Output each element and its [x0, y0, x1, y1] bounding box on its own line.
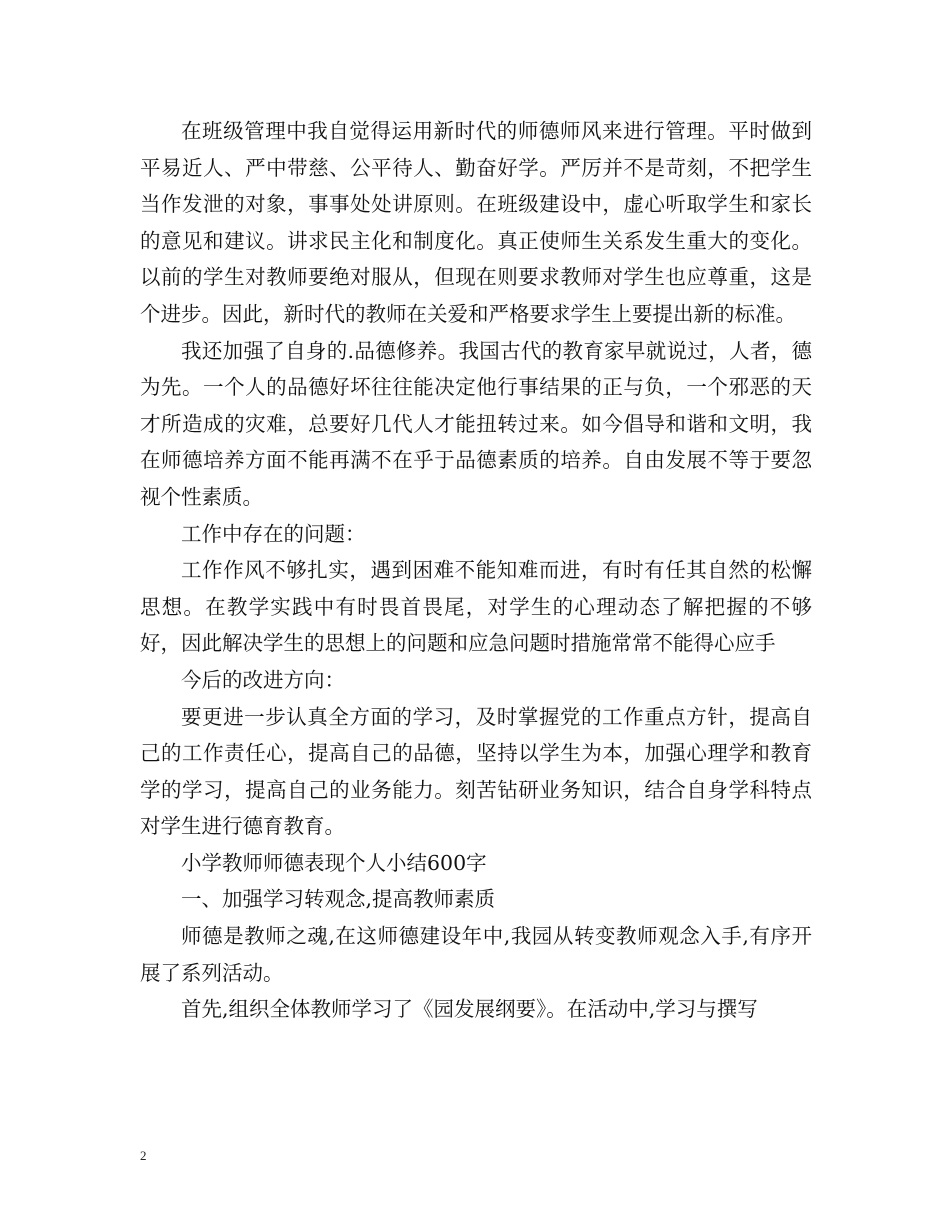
section-title-summary: 小学教师师德表现个人小结600字 — [181, 850, 487, 875]
paragraph-problems: 工作作风不够扎实，遇到困难不能知难而进，有时有任其自然的松懈思想。在教学实践中有时畏首畏尾，对学生的心理动态了解把握的不够好，因此解决学生的思想上的问题和应急问题时措施常常不能得心应手 — [140, 558, 812, 656]
paragraph-first-study: 首先,组织全体教师学习了《园发展纲要》。在活动中,学习与撰写 — [181, 997, 758, 1022]
paragraph-class-management: 在班级管理中我自觉得运用新时代的师德师风来进行管理。平时做到平易近人、严中带慈、公平待人、勤奋好学。严厉并不是苛刻，不把学生当作发泄的对象，事事处处讲原则。在班级建设中，虚心听取学生和家长的意见和建议。讲求民主化和制度化。真正使师生关系发生重大的变化。以前的学生对教师要绝对服从，但现在则要求教师对学生也应尊重，这是个进步。因此，新时代的教师在关爱和严格要求学生上要提出新的标准。 — [140, 119, 812, 326]
paragraph-teacher-soul: 师德是教师之魂,在这师德建设年中,我园从转变教师观念入手,有序开展了系列活动。 — [140, 924, 812, 985]
paragraph-improvement: 要更进一步认真全方面的学习，及时掌握党的工作重点方针，提高自己的工作责任心，提高自己的品德，坚持以学生为本，加强心理学和教育学的学习，提高自己的业务能力。刻苦钻研业务知识，结合自身学科特点对学生进行德育教育。 — [140, 704, 812, 839]
paragraph-moral-cultivation: 我还加强了自身的.品德修养。我国古代的教育家早就说过，人者，德为先。一个人的品德好坏往往能决定他行事结果的正与负，一个邪恶的天才所造成的灾难，总要好几代人才能扭转过来。如今倡导和谐和文明，我在师德培养方面不能再满不在乎于品德素质的培养。自由发展不等于要忽视个性素质。 — [140, 338, 812, 509]
document-body — [140, 113, 812, 1028]
heading-improvement-direction: 今后的改进方向： — [181, 667, 345, 692]
section-heading-one: 一、加强学习转观念,提高教师素质 — [181, 887, 496, 912]
page-number: 2 — [140, 1148, 147, 1163]
heading-existing-problems: 工作中存在的问题： — [181, 521, 366, 546]
